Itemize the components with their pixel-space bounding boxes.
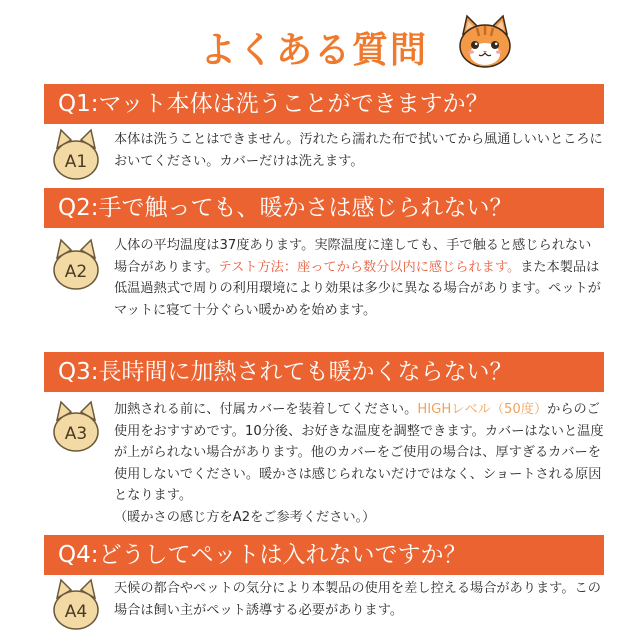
answer-note-3: （暖かさの感じ方をA2をご参考ください。）: [114, 509, 376, 525]
answer-badge-2: [50, 236, 102, 292]
page-title: よくある質問: [200, 30, 429, 71]
question-bar-3: Q3:長時間に加熱されても暖かくならない？: [44, 352, 604, 392]
cat-face-icon: [455, 14, 515, 70]
answer-highlight-3: HIGHレベル（50度）: [417, 402, 548, 417]
answer-badge-3: [50, 398, 102, 454]
answer-badge-1: [50, 126, 102, 182]
answer-text-2-part-2: また本製品は低温過熱式で周りの利用環境により効果は多少に異なる場合があります。ペットがマットに寝て十分ぐらい暖かめを始めます。: [114, 259, 601, 318]
question-bar-4: Q4:どうしてペットは入れないですか？: [44, 535, 604, 575]
question-bar-1: Q1:マット本体は洗うことができますか？: [44, 84, 604, 124]
answer-badge-label-1: A1: [64, 152, 88, 172]
answer-badge-label-2: A2: [64, 262, 88, 282]
answer-badge-label-4: A4: [64, 602, 88, 622]
answer-text-4: 天候の都合やペットの気分により本製品の使用を差し控える場合があります。この場合は飼い主がペット誘導する必要があります。: [114, 581, 601, 618]
answer-text-1: 本体は洗うことはできません。汚れたら濡れた布で拭いてから風通しいいところにおいてください。カバーだけは洗えます。: [114, 132, 603, 169]
answer-text-3-part-1: 加熱される前に、付属カバーを装着してください。: [114, 402, 418, 417]
header: [0, 0, 640, 80]
answer-badge-label-3: A3: [64, 424, 88, 444]
answer-highlight-2: テスト方法：座ってから数分以内に感じられます。: [218, 259, 521, 275]
question-bar-2: Q2:手で触っても、暖かさは感じられない？: [44, 188, 604, 228]
answer-text-2-part-1: 人体の平均温度は37度あります。実際温度に達しても、手で触ると感じられない場合があります。: [114, 238, 592, 275]
answer-text-2: [114, 235, 604, 321]
answer-text-3: [114, 399, 604, 528]
answer-text-3-part-2: からのご使用をおすすめです。10分後、お好きな温度を調整できます。カバーはないと温度が上がられない場合があります。他のカバーをご使用の場合は、厚すぎるカバーを使用しないでください。暖かさは感じられないだけではなく、ショートされる原因となります。: [114, 402, 604, 503]
answer-badge-4: [50, 576, 102, 632]
